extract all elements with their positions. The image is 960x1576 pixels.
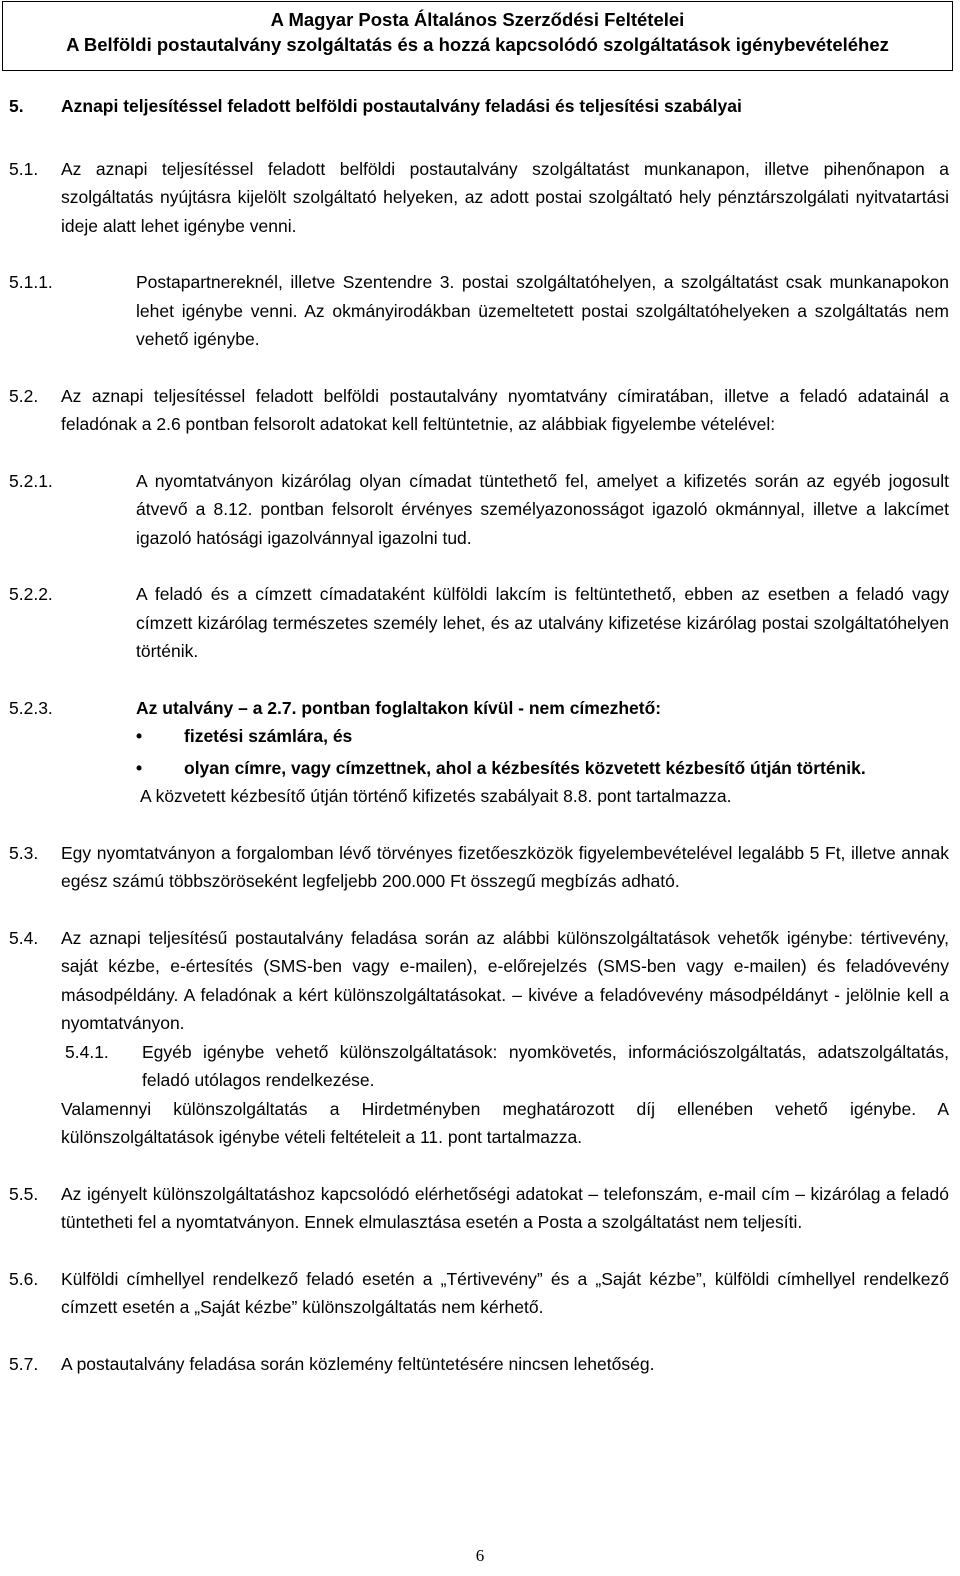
- bullet-icon: •: [136, 726, 143, 746]
- paragraph-number: 5.2.3.: [9, 697, 53, 718]
- header-subtitle: A Belföldi postautalvány szolgáltatás és a hozzá kapcsolódó szolgáltatások igénybevételéhez: [66, 34, 889, 55]
- header-title: A Magyar Posta Általános Szerződési Feltételei: [270, 9, 685, 30]
- paragraph-5-7: [9, 1350, 949, 1379]
- paragraph-number: 5.1.: [9, 158, 39, 179]
- paragraph-number: 5.6.: [9, 1268, 39, 1289]
- paragraph-5-4-1: [9, 1038, 949, 1095]
- paragraph-text: Valamennyi különszolgáltatás a Hirdetményben meghatározott díj ellenében vehető igénybe. A különszolgáltatások igénybe vételi feltételeit a 11. pont tartalmazza.: [61, 1098, 949, 1147]
- paragraph-text: Egyéb igénybe vehető különszolgáltatások: nyomkövetés, információszolgáltatás, adatszolgáltatás, feladó utólagos rendelkezése.: [142, 1041, 949, 1090]
- document-body: [9, 92, 949, 1378]
- paragraph-text: Az igényelt különszolgáltatáshoz kapcsolódó elérhetőségi adatokat – telefonszám, e-mail cím – kizárólag a feladó tüntetheti fel a nyomtatványon. Ennek elmulasztása esetén a Posta a szolgáltatást nem teljesíti.: [61, 1183, 949, 1232]
- document-header: [2, 1, 953, 71]
- bullet-icon: •: [136, 757, 143, 778]
- paragraph-5-4: [9, 924, 949, 1038]
- paragraph-5-3: [9, 839, 949, 896]
- paragraph-5-1: [9, 155, 949, 241]
- paragraph-number: 5.3.: [9, 842, 39, 863]
- bullet-text: olyan címre, vagy címzettnek, ahol a kézbesítés közvetett kézbesítő útján történik.: [184, 757, 866, 778]
- section-title: Aznapi teljesítéssel feladott belföldi postautalvány feladási és teljesítési szabályai: [61, 96, 742, 116]
- paragraph-text: Az aznapi teljesítéssel feladott belföldi postautalvány nyomtatvány címiratában, illetve a feladó adatainál a feladónak a 2.6 pontban felsorolt adatokat kell feltüntetnie, az alábbiak figyelembe vételével:: [61, 385, 949, 434]
- paragraph-5-2-1: [9, 467, 949, 553]
- bullet-item: [136, 754, 949, 783]
- paragraph-number: 5.2.: [9, 385, 39, 406]
- paragraph-5-2: [9, 382, 949, 439]
- paragraph-text: A postautalvány feladása során közlemény feltüntetésére nincsen lehetőség.: [61, 1353, 655, 1374]
- paragraph-number: 5.2.1.: [9, 470, 53, 491]
- paragraph-text: A feladó és a címzett címadataként külföldi lakcím is feltüntethető, ebben az esetben a feladó vagy címzett kizárólag természetes személy lehet, és az utalvány kifizetése kizárólag postai szolgáltatóhelyen történik.: [136, 584, 949, 661]
- page-number: 6: [475, 1546, 485, 1565]
- paragraph-number: 5.1.1.: [9, 272, 53, 292]
- paragraph-text: Az utalvány – a 2.7. pontban foglaltakon kívül - nem címezhető:: [136, 697, 662, 718]
- bullet-item: [136, 722, 949, 751]
- paragraph-5-2-2: [9, 580, 949, 666]
- paragraph-number: 5.7.: [9, 1353, 39, 1374]
- paragraph-number: 5.4.: [9, 927, 39, 948]
- section-heading: [9, 92, 949, 121]
- paragraph-5-5: [9, 1180, 949, 1237]
- paragraph-text: Egy nyomtatványon a forgalomban lévő törvényes fizetőeszközök figyelembevételével legalább 5 Ft, illetve annak egész számú többszöröseként legfeljebb 200.000 Ft összegű megbízás adható.: [61, 842, 949, 891]
- paragraph-5-6: [9, 1265, 949, 1322]
- bullet-text: fizetési számlára, és: [184, 726, 353, 746]
- paragraph-5-1-1: [9, 268, 949, 354]
- paragraph-text: Az aznapi teljesítéssel feladott belföldi postautalvány szolgáltatást munkanapon, illetve pihenőnapon a szolgáltatás nyújtásra kijelölt szolgáltató helyeken, az adott postai szolgáltató hely pénztárszolgálati nyitvatartási ideje alatt lehet igénybe venni.: [61, 158, 949, 236]
- paragraph-text: Az aznapi teljesítésű postautalvány feladása során az alábbi különszolgáltatások vehetők igénybe: tértivevény, saját kézbe, e-értesítés (SMS-ben vagy e-mailen), e-előrejelzés (SMS-ben vagy e-mailen) és feladóvevény másodpéldány. A feladónak a kért különszolgáltatásokat. – kivéve a feladóvevény másodpéldányt - jelölnie kell a nyomtatványon.: [61, 927, 949, 1033]
- paragraph-5-2-3: [9, 694, 949, 723]
- paragraph-text: A nyomtatványon kizárólag olyan címadat tüntethető fel, amelyet a kifizetés során az egyéb jogosult átvevő a 8.12. pontban felsorolt érvényes személyazonosságot igazoló okmánnyal, illetve a lakcímet igazoló hatósági igazolvánnyal igazolni tud.: [136, 470, 949, 548]
- paragraph-5-4-tail: [9, 1095, 949, 1152]
- paragraph-text: Külföldi címhellyel rendelkező feladó esetén a „Tértivevény” és a „Saját kézbe”, külföldi címhellyel rendelkező címzett esetén a „Saját kézbe” különszolgáltatás nem kérhető.: [61, 1268, 949, 1317]
- paragraph-text: Postapartnereknél, illetve Szentendre 3. postai szolgáltatóhelyen, a szolgáltatást csak munkanapokon lehet igénybe venni. Az okmányirodákban üzemeltetett postai szolgáltatóhelyeken a szolgáltatás nem vehető igénybe.: [136, 272, 949, 349]
- paragraph-number: 5.5.: [9, 1183, 39, 1204]
- paragraph-note: A közvetett kézbesítő útján történő kifizetés szabályait 8.8. pont tartalmazza.: [140, 786, 732, 806]
- section-number: 5.: [9, 96, 24, 116]
- paragraph-number: 5.4.1.: [65, 1041, 109, 1062]
- paragraph-number: 5.2.2.: [9, 584, 53, 604]
